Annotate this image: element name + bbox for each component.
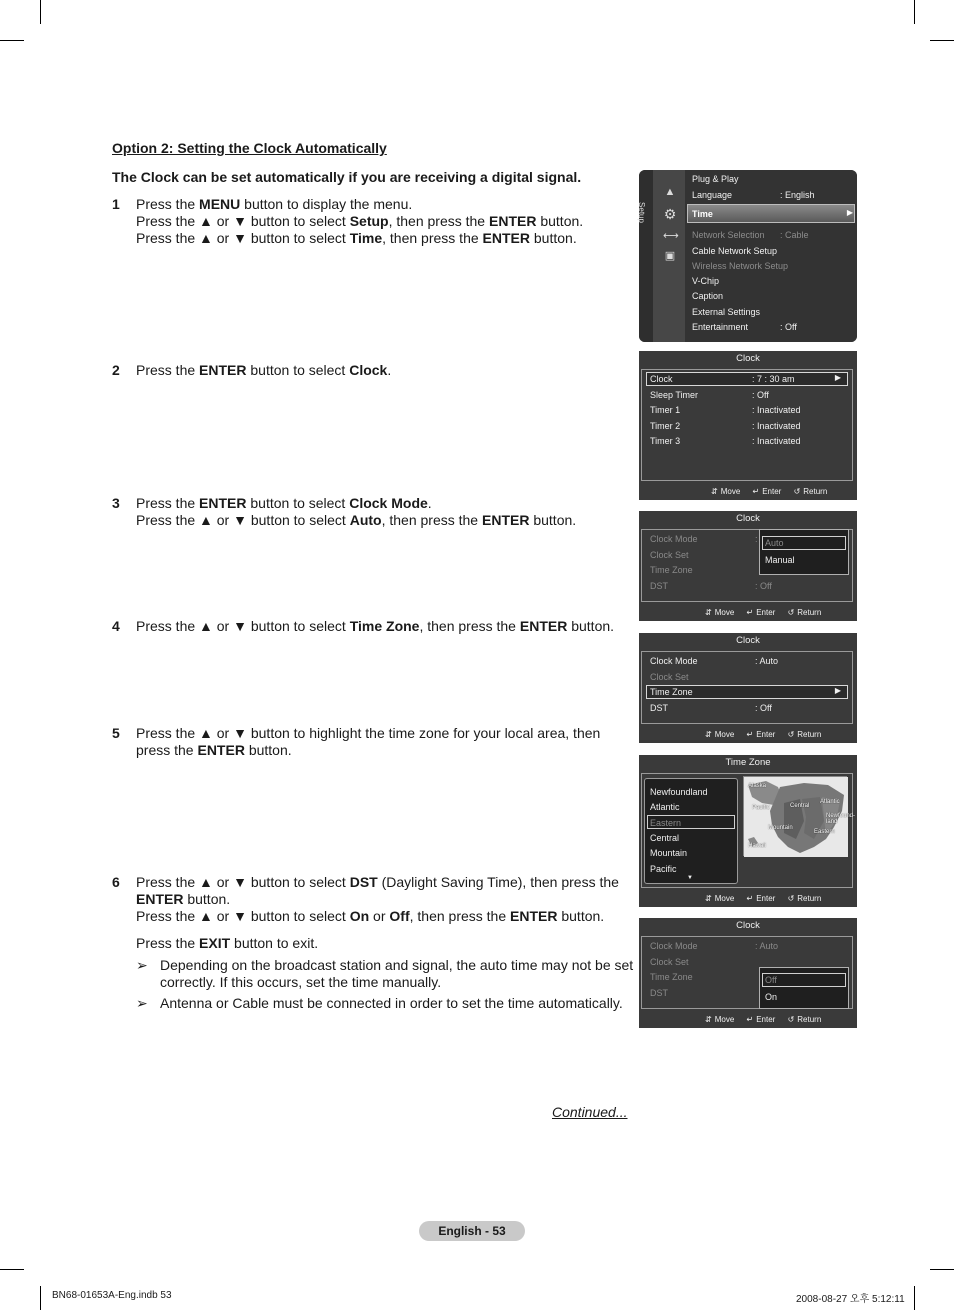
clock-menu-row[interactable] — [650, 403, 850, 417]
row-value: : Off — [752, 389, 769, 400]
move-key: ⇵ Move — [705, 608, 735, 617]
text-run: , then press the — [409, 908, 511, 924]
setup-menu-item[interactable] — [692, 274, 719, 288]
menu-item-label: External Settings — [692, 307, 761, 317]
screen-content-box — [641, 936, 853, 1009]
bold-term: Off — [389, 908, 410, 924]
instruction-line — [136, 230, 636, 247]
bold-term: ENTER — [482, 230, 530, 246]
bold-term: Setup — [349, 213, 389, 229]
step-number: 5 — [112, 725, 120, 741]
text-run: button. — [529, 512, 577, 528]
crop-mark — [914, 1286, 915, 1310]
note-1 — [136, 957, 636, 991]
option-manual[interactable]: Manual — [765, 555, 795, 565]
row-label: Time Zone — [650, 687, 693, 697]
map-label: Hawaii — [748, 843, 767, 849]
text-run: button. — [530, 230, 577, 246]
return-key: ↺ Return — [787, 608, 822, 617]
bold-term: ENTER — [519, 618, 568, 634]
picture-icon: ▲ — [664, 186, 676, 198]
instruction-line — [136, 495, 636, 512]
print-timestamp: 2008-08-27 오후 5:12:11 — [796, 1294, 905, 1305]
text-run: Press the ▲ or ▼ button to select — [136, 230, 350, 246]
setup-sidebar — [636, 170, 653, 342]
text-run: Press the — [136, 935, 200, 951]
note-arrow-icon: ➢ — [136, 957, 148, 973]
return-icon: ↺ — [787, 608, 795, 617]
instruction-line — [136, 512, 636, 529]
clock-menu-row[interactable] — [650, 701, 850, 715]
row-label: DST — [650, 580, 668, 591]
row-value: : Off — [755, 580, 772, 591]
menu-item-value: : English — [780, 190, 815, 200]
return-icon: ↺ — [787, 730, 795, 739]
text-run: button. — [536, 213, 584, 229]
text-run: button to select — [246, 362, 350, 378]
bold-term: MENU — [199, 196, 241, 212]
menu-item-label: Entertainment — [692, 322, 749, 332]
time-zone-option[interactable]: Pacific — [650, 863, 677, 874]
text-run: or — [369, 908, 390, 924]
row-label: DST — [650, 702, 668, 713]
screen-title: Clock — [736, 353, 760, 364]
row-label: Timer 1 — [650, 405, 681, 415]
text-run: , then press the — [381, 512, 482, 528]
submenu-arrow-icon: ▶ — [846, 208, 853, 217]
time-zone-option[interactable]: Eastern — [650, 817, 682, 828]
bold-term: ENTER — [489, 213, 537, 229]
return-key: ↺ Return — [787, 730, 822, 739]
menu-item-label: Caption — [692, 291, 724, 301]
menu-item-label: V-Chip — [692, 276, 720, 286]
move-key: ⇵ Move — [705, 730, 735, 739]
text-run: Press the — [136, 196, 200, 212]
bold-term: Time Zone — [349, 618, 420, 634]
time-zone-list — [644, 778, 738, 884]
setup-menu-item[interactable] — [692, 305, 760, 319]
enter-key: ↵ Enter — [746, 730, 776, 739]
move-icon: ⇵ — [705, 894, 712, 903]
clock-menu-row[interactable] — [650, 579, 850, 593]
text-run: button to exit. — [230, 935, 319, 951]
scroll-down-icon[interactable]: ▼ — [687, 875, 693, 881]
bold-term: ENTER — [482, 512, 530, 528]
move-icon: ⇵ — [711, 487, 718, 496]
text-run: button. — [557, 908, 605, 924]
clock-menu-row[interactable] — [650, 654, 850, 668]
setup-side-label: Setup — [636, 202, 646, 223]
bold-term: ENTER — [136, 891, 184, 907]
text-run: button. — [183, 891, 231, 907]
time-zone-option[interactable]: Central — [650, 832, 680, 843]
option-on[interactable]: On — [765, 992, 778, 1002]
row-value: : Off — [755, 702, 772, 713]
row-value: : Inactivated — [752, 436, 801, 446]
clock-screen-3 — [639, 633, 857, 743]
menu-icon-column — [653, 170, 685, 342]
menu-item-label: Time — [692, 209, 713, 219]
row-value: : Auto — [755, 941, 779, 951]
time-zone-option[interactable]: Atlantic — [650, 802, 680, 813]
enter-key: ↵ Enter — [752, 487, 782, 496]
screen-footer — [701, 487, 827, 496]
return-icon: ↺ — [787, 1015, 795, 1024]
clock-menu-row[interactable] — [650, 434, 850, 448]
clock-screen-2 — [639, 511, 857, 621]
instruction-line — [136, 725, 636, 742]
time-zone-option[interactable]: Newfoundland — [650, 787, 708, 797]
setup-menu-item[interactable] — [692, 228, 809, 242]
step-number: 3 — [112, 495, 120, 511]
crop-mark — [40, 0, 41, 24]
map-label: Mountain — [768, 825, 793, 831]
screen-title: Clock — [736, 635, 760, 646]
screen-footer — [695, 730, 821, 739]
bold-term: On — [349, 908, 370, 924]
text-run: button to display the menu. — [240, 196, 413, 212]
clock-menu-row[interactable] — [650, 670, 850, 684]
enter-key: ↵ Enter — [746, 1015, 776, 1024]
map-label: Eastern — [814, 829, 835, 835]
enter-icon: ↵ — [752, 487, 760, 496]
instruction-line — [136, 213, 636, 230]
text-run: (Daylight Saving Time), then press the — [377, 874, 619, 890]
screen-content-box — [641, 369, 853, 481]
clock-screen-4 — [639, 918, 857, 1028]
continued-label: Continued... — [552, 1104, 628, 1120]
row-label: Clock Set — [650, 956, 689, 967]
enter-icon: ↵ — [746, 608, 754, 617]
return-icon: ↺ — [787, 894, 795, 903]
clock-menu-row[interactable] — [650, 419, 850, 433]
move-icon: ⇵ — [705, 730, 712, 739]
text-run: press the — [136, 742, 198, 758]
text-run: Press the ▲ or ▼ button to select — [136, 908, 350, 924]
menu-item-label: Wireless Network Setup — [692, 261, 789, 271]
step-number: 2 — [112, 362, 120, 378]
application-icon: ▣ — [664, 250, 676, 262]
crop-mark — [914, 0, 915, 24]
return-icon: ↺ — [793, 487, 801, 496]
setup-menu-item[interactable] — [692, 259, 788, 273]
row-value: : 7 : 30 am — [752, 374, 795, 384]
setup-menu-item[interactable] — [692, 207, 713, 221]
clock-menu-row[interactable] — [650, 685, 850, 699]
clock-screen-1 — [639, 351, 857, 500]
dst-dropdown — [759, 967, 849, 1009]
screen-title: Time Zone — [725, 757, 771, 768]
move-key: ⇵ Move — [705, 1015, 735, 1024]
setup-menu-list — [685, 170, 857, 342]
gear-icon: ⚙ — [663, 206, 677, 222]
row-value: : Inactivated — [752, 420, 801, 431]
bold-term: Clock Mode — [349, 495, 428, 511]
setup-menu-item[interactable] — [692, 188, 815, 202]
enter-key: ↵ Enter — [746, 894, 776, 903]
note-text: Antenna or Cable must be connected in order to set the time automatically. — [160, 995, 623, 1011]
input-icon: ⟷ — [663, 230, 679, 242]
bold-term: ENTER — [510, 908, 558, 924]
menu-item-value: : Off — [780, 322, 797, 332]
return-key: ↺ Return — [787, 1015, 822, 1024]
bold-term: EXIT — [199, 935, 231, 951]
map-label: Pacific — [752, 805, 770, 811]
arrow-right-icon: ▶ — [834, 373, 841, 382]
time-zone-screen — [639, 755, 857, 907]
bold-term: ENTER — [199, 495, 247, 511]
setup-menu-item[interactable] — [692, 244, 777, 258]
screen-title: Clock — [736, 920, 760, 931]
instruction-line — [136, 891, 636, 908]
intro-text: The Clock can be set automatically if you are receiving a digital signal. — [112, 169, 582, 185]
step-number: 1 — [112, 196, 120, 212]
clock-menu-row[interactable] — [650, 372, 850, 386]
row-value: : Auto — [755, 656, 779, 666]
crop-mark — [0, 40, 24, 41]
text-run: Press the — [136, 362, 200, 378]
bold-term: Time — [349, 230, 383, 246]
text-run: button. — [244, 742, 292, 758]
move-icon: ⇵ — [705, 1015, 712, 1024]
bold-term: DST — [349, 874, 378, 890]
section-heading: Option 2: Setting the Clock Automatically — [112, 140, 387, 156]
step-number: 4 — [112, 618, 120, 634]
row-label: Clock Mode — [650, 656, 698, 666]
text-run: button to select — [246, 495, 350, 511]
map-label: Central — [790, 803, 810, 809]
note-arrow-icon: ➢ — [136, 995, 148, 1011]
row-value: : — [755, 534, 758, 544]
screen-footer — [695, 894, 821, 903]
crop-mark — [40, 1286, 41, 1310]
text-run: . — [387, 362, 392, 378]
row-label: Sleep Timer — [650, 389, 699, 400]
instruction-line — [136, 362, 636, 379]
clock-menu-row[interactable] — [650, 939, 850, 953]
file-info: BN68-01653A-Eng.indb 53 — [52, 1290, 172, 1301]
row-value: : Inactivated — [752, 405, 801, 415]
enter-icon: ↵ — [746, 894, 754, 903]
crop-mark — [0, 1269, 24, 1270]
row-label: Timer 2 — [650, 420, 681, 431]
bold-term: Clock — [349, 362, 388, 378]
step-number: 6 — [112, 874, 120, 890]
text-run: , then press the — [382, 230, 483, 246]
setup-menu-item[interactable] — [692, 289, 723, 303]
text-run: , then press the — [388, 213, 489, 229]
screen-content-box — [641, 651, 853, 724]
page-number: English - 53 — [419, 1221, 525, 1241]
exit-instruction — [136, 935, 636, 952]
bold-term: ENTER — [197, 742, 245, 758]
bold-term: ENTER — [199, 362, 247, 378]
clock-mode-dropdown — [759, 529, 849, 575]
text-run: Press the ▲ or ▼ button to select — [136, 874, 350, 890]
text-run: Press the ▲ or ▼ button to select — [136, 512, 350, 528]
instruction-line — [136, 908, 636, 925]
map-label: Newfound-land — [826, 813, 856, 825]
arrow-right-icon: ▶ — [834, 686, 841, 695]
setup-menu-item[interactable] — [692, 320, 797, 334]
enter-icon: ↵ — [746, 1015, 754, 1024]
text-run: Press the ▲ or ▼ button to highlight the time zone for your local area, then — [136, 725, 601, 741]
return-key: ↺ Return — [787, 894, 822, 903]
menu-item-label: Network Selection — [692, 230, 765, 240]
row-label: Time Zone — [650, 972, 693, 982]
move-key: ⇵ Move — [711, 487, 741, 496]
row-label: Clock Mode — [650, 534, 698, 544]
menu-item-label: Cable Network Setup — [692, 246, 778, 256]
time-zone-map — [743, 776, 856, 856]
return-key: ↺ Return — [793, 487, 828, 496]
instruction-line — [136, 196, 636, 213]
bold-term: Auto — [349, 512, 382, 528]
text-run: . — [427, 495, 432, 511]
setup-menu-item[interactable] — [692, 172, 739, 186]
screen-title: Clock — [736, 513, 760, 524]
instruction-line — [136, 618, 636, 635]
option-off[interactable]: Off — [765, 975, 777, 985]
text-run: button. — [567, 618, 615, 634]
text-run: , then press the — [419, 618, 520, 634]
instruction-line — [136, 742, 636, 759]
text-run: Press the ▲ or ▼ button to select — [136, 618, 350, 634]
menu-item-label: Language — [692, 190, 733, 200]
instruction-line — [136, 874, 636, 891]
screen-content-box — [641, 773, 856, 888]
crop-mark — [930, 1269, 954, 1270]
row-label: Clock Set — [650, 671, 689, 682]
option-auto[interactable]: Auto — [765, 538, 784, 548]
note-text: Depending on the broadcast station and signal, the auto time may not be set correctly. If this occurs, set the time manually. — [160, 957, 634, 990]
row-label: Clock Set — [650, 549, 689, 560]
enter-icon: ↵ — [746, 730, 754, 739]
screen-footer — [695, 1015, 821, 1024]
move-key: ⇵ Move — [705, 894, 735, 903]
move-icon: ⇵ — [705, 608, 712, 617]
time-zone-option[interactable]: Mountain — [650, 848, 688, 859]
text-run: Press the ▲ or ▼ button to select — [136, 213, 350, 229]
screen-content-box — [641, 529, 853, 602]
row-label: DST — [650, 987, 668, 998]
row-label: Clock — [650, 374, 673, 384]
map-label: Atlantic — [820, 799, 840, 805]
map-label: Alaska — [748, 783, 767, 789]
menu-item-value: : Cable — [780, 230, 809, 240]
row-label: Clock Mode — [650, 941, 698, 951]
menu-item-label: Plug & Play — [692, 174, 739, 184]
text-run: Press the — [136, 495, 200, 511]
clock-menu-row[interactable] — [650, 388, 850, 402]
row-label: Timer 3 — [650, 436, 681, 446]
crop-mark — [930, 40, 954, 41]
enter-key: ↵ Enter — [746, 608, 776, 617]
setup-menu-screen — [636, 170, 857, 342]
screen-footer — [695, 608, 821, 617]
note-2 — [136, 995, 636, 1012]
row-label: Time Zone — [650, 565, 693, 575]
